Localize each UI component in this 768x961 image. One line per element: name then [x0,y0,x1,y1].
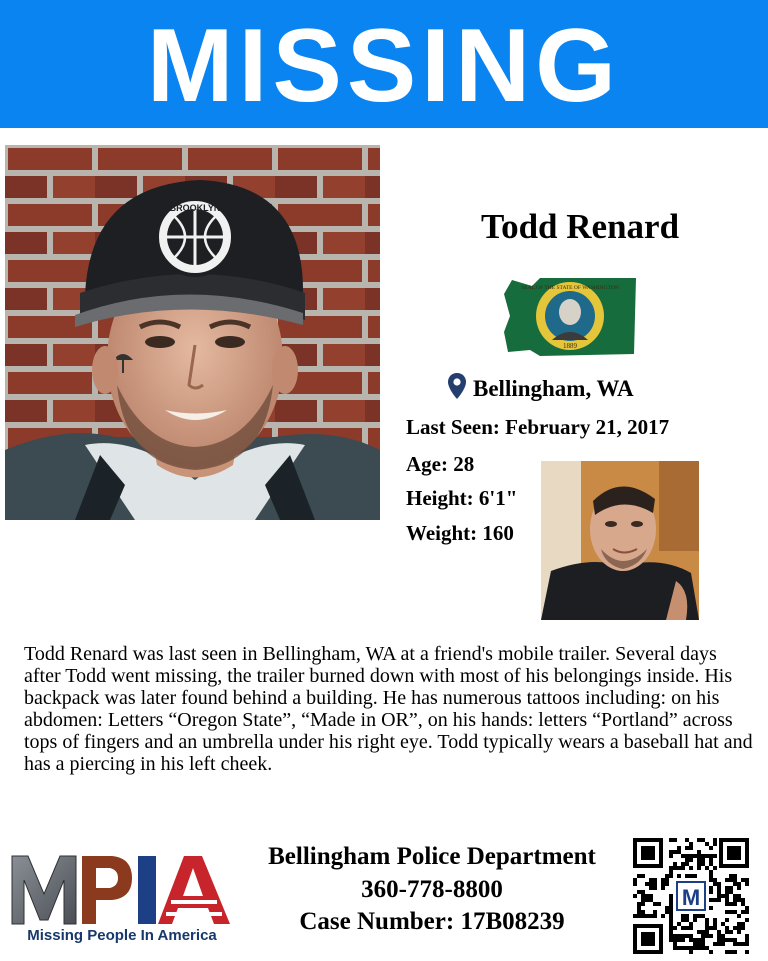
map-pin-icon [447,372,467,406]
qr-code[interactable] [631,836,751,956]
case-number-value: 17B08239 [460,908,565,935]
qr-center-letter: M [681,885,701,910]
height-value: 6'1" [478,486,518,510]
case-number-row [232,908,632,936]
description-paragraph: Todd Renard was last seen in Bellingham, WA at a friend's mobile trailer. Several days after Todd went missing, the trailer burned down with most of his belongings inside. His backpack was later found behind a building. He has numerous tattoos including: on his abdomen: Letters “Oregon State”, “Made in OR”, on his hands: letters “Portland” across tops of fingers and an umbrella under his right eye. Todd typically wears a baseball hat and has a piercing in his left cheek. [24,643,753,775]
agency-phone: 360-778-8800 [361,876,503,903]
main-photo [5,145,380,520]
washington-state-seal-image [500,272,640,360]
hat-logo-text: BROOKLYN [169,203,221,213]
missing-banner [0,0,768,128]
weight [406,521,514,546]
agency-name: Bellingham Police Department [268,843,596,870]
last-seen [406,415,669,440]
age [406,452,474,477]
age-label: Age: [406,452,448,476]
height-label: Height: [406,486,474,510]
age-value: 28 [453,452,475,476]
location-row [447,372,634,406]
case-number-label: Case Number: [299,908,455,935]
location-text: Bellingham, WA [473,376,634,401]
banner-title: MISSING [146,8,622,124]
secondary-photo [541,461,699,620]
mpia-caption: Missing People In America [27,927,217,944]
last-seen-label: Last Seen: [406,415,500,439]
last-seen-value: February 21, 2017 [505,415,670,439]
person-name: Todd Renard [480,207,680,246]
height [406,486,517,511]
seal-year-text: 1889 [563,342,577,350]
seal-top-text: SEAL OF THE STATE OF WASHINGTON [521,285,619,291]
weight-label: Weight: [406,521,478,545]
weight-value: 160 [482,521,514,545]
